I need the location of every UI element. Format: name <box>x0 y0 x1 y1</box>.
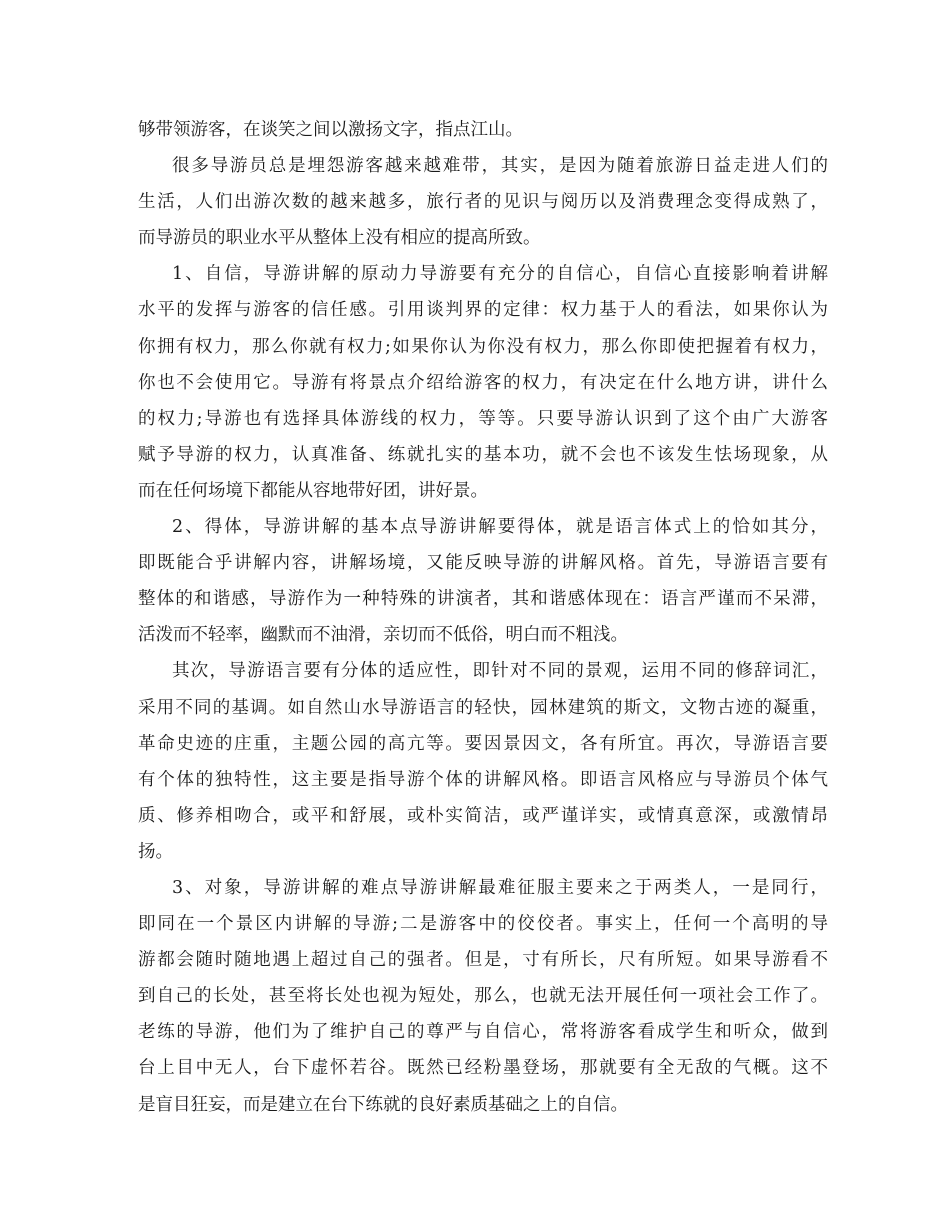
text-line-content: 而在任何场境下都能从容地带好团，讲好景。 <box>138 480 488 501</box>
text-line <box>138 292 828 328</box>
text-line <box>138 401 828 437</box>
text-line-content: 采用不同的基调。如自然山水导游语言的轻快，园林建筑的斯文，文物古迹的凝重， <box>138 697 828 718</box>
body-text <box>138 112 828 1123</box>
text-line-content: 革命史迹的庄重，主题公园的高亢等。要因景因文，各有所宜。再次，导游语言要 <box>138 733 828 754</box>
text-line-content: 即同在一个景区内讲解的导游;二是游客中的佼佼者。事实上，任何一个高明的导 <box>138 914 828 935</box>
text-line <box>138 906 828 942</box>
text-line-content: 的权力;导游也有选择具体游线的权力，等等。只要导游认识到了这个由广大游客 <box>138 408 828 429</box>
text-line <box>138 617 828 653</box>
text-line <box>138 329 828 365</box>
text-line <box>138 473 828 509</box>
text-line-content: 水平的发挥与游客的信任感。引用谈判界的定律：权力基于人的看法，如果你认为 <box>138 300 828 321</box>
text-line <box>138 184 828 220</box>
text-line <box>138 978 828 1014</box>
text-line <box>138 798 828 834</box>
text-line-content: 即既能合乎讲解内容，讲解场境，又能反映导游的讲解风格。首先，导游语言要有 <box>138 553 828 574</box>
text-line <box>138 762 828 798</box>
text-line <box>138 690 828 726</box>
text-line <box>138 112 828 148</box>
text-line <box>138 653 828 689</box>
text-line <box>138 1087 828 1123</box>
text-line <box>138 834 828 870</box>
text-line <box>138 365 828 401</box>
text-line <box>138 148 828 184</box>
text-line-content: 赋予导游的权力，认真准备、练就扎实的基本功，就不会也不该发生怯场现象，从 <box>138 444 828 465</box>
text-line-content: 是盲目狂妄，而是建立在台下练就的良好素质基础之上的自信。 <box>138 1094 628 1115</box>
text-line <box>138 437 828 473</box>
text-line-content: 其次，导游语言要有分体的适应性，即针对不同的景观，运用不同的修辞词汇， <box>172 661 828 682</box>
text-line <box>138 1050 828 1086</box>
text-line <box>138 942 828 978</box>
text-line <box>138 220 828 256</box>
text-line-content: 你拥有权力，那么你就有权力;如果你认为你没有权力，那么你即使把握着有权力， <box>138 336 828 357</box>
text-line <box>138 256 828 292</box>
text-line-content: 1、自信，导游讲解的原动力导游要有充分的自信心，自信心直接影响着讲解 <box>172 264 828 285</box>
text-line <box>138 509 828 545</box>
text-line-content: 扬。 <box>138 841 173 862</box>
text-line-content: 活泼而不轻率，幽默而不油滑，亲切而不低俗，明白而不粗浅。 <box>138 625 628 646</box>
text-line <box>138 581 828 617</box>
text-line <box>138 1014 828 1050</box>
text-line-content: 有个体的独特性，这主要是指导游个体的讲解风格。即语言风格应与导游员个体气 <box>138 769 828 790</box>
text-line-content: 质、修养相吻合，或平和舒展，或朴实简洁，或严谨详实，或情真意深，或激情昂 <box>138 805 828 826</box>
text-line-content: 2、得体，导游讲解的基本点导游讲解要得体，就是语言体式上的恰如其分， <box>172 517 828 538</box>
text-line-content: 整体的和谐感，导游作为一种特殊的讲演者，其和谐感体现在：语言严谨而不呆滞， <box>138 589 828 610</box>
text-line-content: 很多导游员总是埋怨游客越来越难带，其实，是因为随着旅游日益走进人们的 <box>172 156 828 177</box>
text-line-content: 3、对象，导游讲解的难点导游讲解最难征服主要来之于两类人，一是同行， <box>172 877 828 898</box>
text-line-content: 台上目中无人，台下虚怀若谷。既然已经粉墨登场，那就要有全无敌的气概。这不 <box>138 1058 828 1079</box>
text-line-content: 到自己的长处，甚至将长处也视为短处，那么，也就无法开展任何一项社会工作了。 <box>138 986 828 1007</box>
text-line-content: 你也不会使用它。导游有将景点介绍给游客的权力，有决定在什么地方讲，讲什么 <box>138 372 828 393</box>
text-line-content: 而导游员的职业水平从整体上没有相应的提高所致。 <box>138 228 541 249</box>
text-line-content: 生活，人们出游次数的越来越多，旅行者的见识与阅历以及消费理念变得成熟了， <box>138 192 828 213</box>
text-line <box>138 726 828 762</box>
text-line <box>138 545 828 581</box>
text-line-content: 够带领游客，在谈笑之间以激扬文字，指点江山。 <box>138 120 523 140</box>
text-line-content: 游都会随时随地遇上超过自己的强者。但是，寸有所长，尺有所短。如果导游看不 <box>138 950 828 971</box>
text-line <box>138 870 828 906</box>
text-line-content: 老练的导游，他们为了维护自己的尊严与自信心，常将游客看成学生和听众，做到 <box>138 1022 828 1043</box>
